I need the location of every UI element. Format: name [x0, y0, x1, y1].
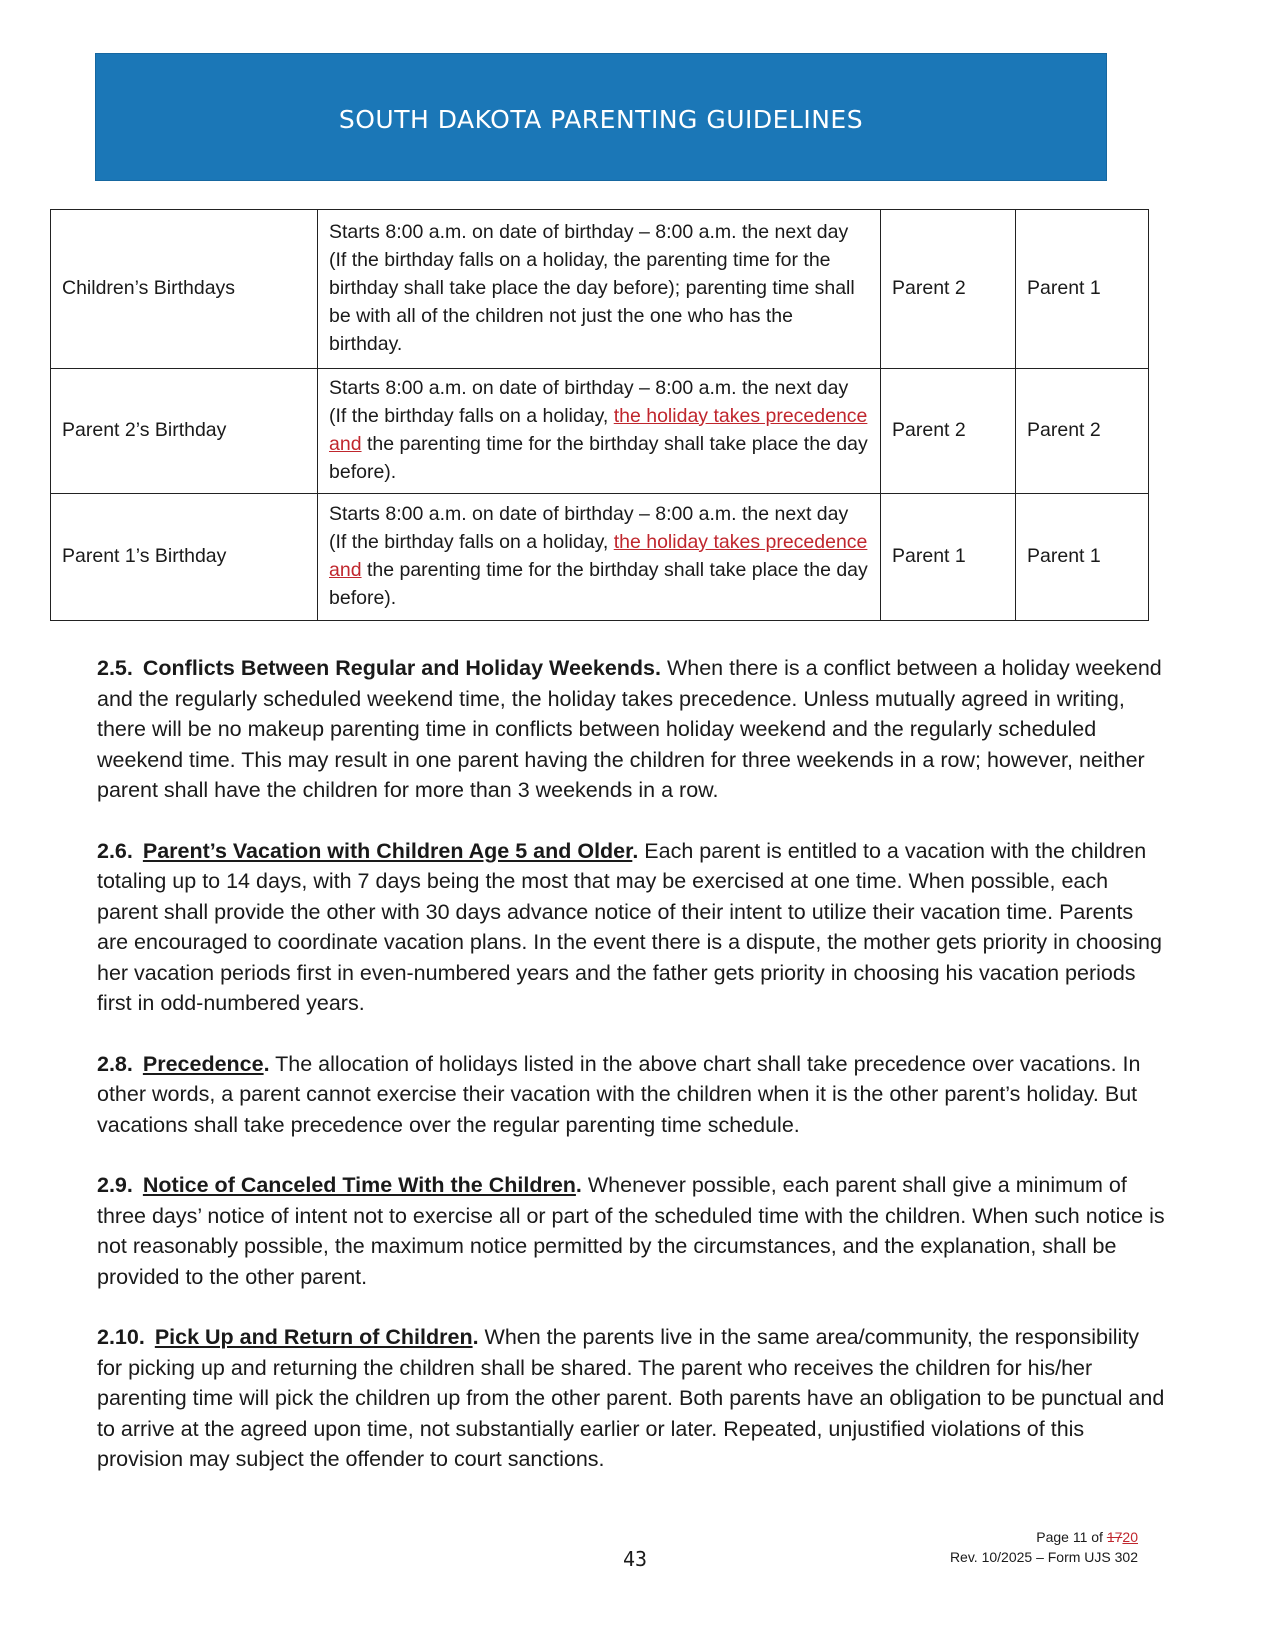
schedule-text: Starts 8:00 a.m. on date of birthday – 8:00 a.m. the next day (If the birthday falls on a holiday, the parenting time for the birthday shall take place the day before); parenting time shall be with all of the children not just the one who has the birthday. — [329, 221, 855, 355]
section-title-period: . — [632, 838, 639, 863]
inserted-revision-text: the holiday takes precedence and — [329, 405, 868, 455]
guideline-sections — [97, 653, 1167, 1505]
page-count — [950, 1527, 1138, 1547]
document-title: SOUTH DAKOTA PARENTING GUIDELINES — [338, 105, 864, 134]
section-body: Whenever possible, each parent shall give a minimum of three days’ notice of intent not to exercise all or part of the scheduled time with the children. When such notice is not reasonably possible, the maximum notice permitted by the circumstances, and the explanation, shall be provided to the other parent. — [97, 1173, 1165, 1289]
assignment-cell: Parent 2 — [881, 210, 1016, 369]
assignment-cell: Parent 1 — [1016, 494, 1149, 621]
section-body: The allocation of holidays listed in the above chart shall take precedence over vacations. In other words, a parent cannot exercise their vacation with the children when it is the other parent’s holiday. But vacations shall take precedence over the regular parenting time schedule. — [97, 1051, 1141, 1137]
schedule-cell — [318, 210, 881, 369]
assignment-cell: Parent 1 — [881, 494, 1016, 621]
schedule-cell — [318, 494, 881, 621]
header-banner — [95, 53, 1107, 181]
assignment-cell: Parent 1 — [1016, 210, 1149, 369]
section-number: 2.10. — [97, 1325, 145, 1349]
section-2-8 — [97, 1049, 1167, 1141]
table-row — [51, 369, 1149, 494]
assignment-cell: Parent 2 — [1016, 369, 1149, 494]
event-cell: Parent 2’s Birthday — [51, 369, 318, 494]
assignment-cell: Parent 2 — [881, 369, 1016, 494]
inserted-page-total: 20 — [1122, 1529, 1138, 1545]
section-number: 2.5. — [97, 656, 133, 680]
section-body: When there is a conflict between a holiday weekend and the regularly scheduled weekend time, the holiday takes precedence. Unless mutually agreed in writing, there will be no makeup parenting time in conflicts between holiday weekend and the regularly scheduled weekend time. This may result in one parent having the children for three weekends in a row; however, neither parent shall have the children for more than 3 weekends in a row. — [97, 656, 1162, 802]
section-2-5 — [97, 653, 1167, 806]
schedule-text: the parenting time for the birthday shall take place the day before). — [329, 559, 868, 609]
section-2-10 — [97, 1322, 1167, 1475]
event-cell: Children’s Birthdays — [51, 210, 318, 369]
event-cell: Parent 1’s Birthday — [51, 494, 318, 621]
section-title: Parent’s Vacation with Children Age 5 and Older — [142, 838, 633, 863]
section-number: 2.6. — [97, 838, 133, 863]
section-title-period: . — [575, 1173, 582, 1197]
section-number: 2.8. — [97, 1051, 133, 1076]
inserted-revision-text: the holiday takes precedence and — [329, 531, 868, 581]
schedule-text: the parenting time for the birthday shall take place the day before). — [329, 433, 868, 483]
section-body: When the parents live in the same area/community, the responsibility for picking up and returning the children shall be shared. The parent who receives the children for his/her parenting time will pick the children up from the other parent. Both parents have an obligation to be punctual and to arrive at the agreed upon time, not substantially earlier or later. Repeated, unjustified violations of this provision may subject the offender to court sanctions. — [97, 1325, 1165, 1471]
section-body: Each parent is entitled to a vacation with the children totaling up to 14 days, with 7 days being the most that may be exercised at one time. When possible, each parent shall provide the other with 30 days advance notice of their intent to utilize their vacation time. Parents are encouraged to coordinate vacation plans. In the event there is a dispute, the mother gets priority in choosing her vacation periods first in even-numbered years and the father gets priority in choosing his vacation periods first in odd-numbered years. — [97, 838, 1162, 1015]
schedule-text: Starts 8:00 a.m. on date of birthday – 8:00 a.m. the next day (If the birthday falls on a holiday, — [329, 503, 849, 553]
section-title-period: . — [472, 1325, 479, 1349]
section-2-9 — [97, 1170, 1167, 1292]
section-number: 2.9. — [97, 1173, 133, 1197]
schedule-cell — [318, 369, 881, 494]
section-title: Conflicts Between Regular and Holiday Weekends. — [142, 656, 661, 680]
section-title: Pick Up and Return of Children — [154, 1325, 473, 1349]
section-2-6 — [97, 836, 1167, 1019]
section-title: Precedence — [142, 1051, 264, 1076]
page-footer — [950, 1527, 1138, 1567]
birthday-schedule-table — [50, 209, 1149, 621]
table-row — [51, 210, 1149, 369]
section-title-period: . — [263, 1051, 270, 1076]
deleted-page-total: 17 — [1106, 1529, 1123, 1545]
page-number: 43 — [622, 1547, 648, 1571]
table-row — [51, 494, 1149, 621]
page-label: Page 11 of — [1036, 1529, 1107, 1545]
form-revision: Rev. 10/2025 – Form UJS 302 — [949, 1549, 1138, 1565]
schedule-text: Starts 8:00 a.m. on date of birthday – 8:00 a.m. the next day (If the birthday falls on a holiday, — [329, 377, 849, 427]
section-title: Notice of Canceled Time With the Children — [142, 1173, 576, 1197]
